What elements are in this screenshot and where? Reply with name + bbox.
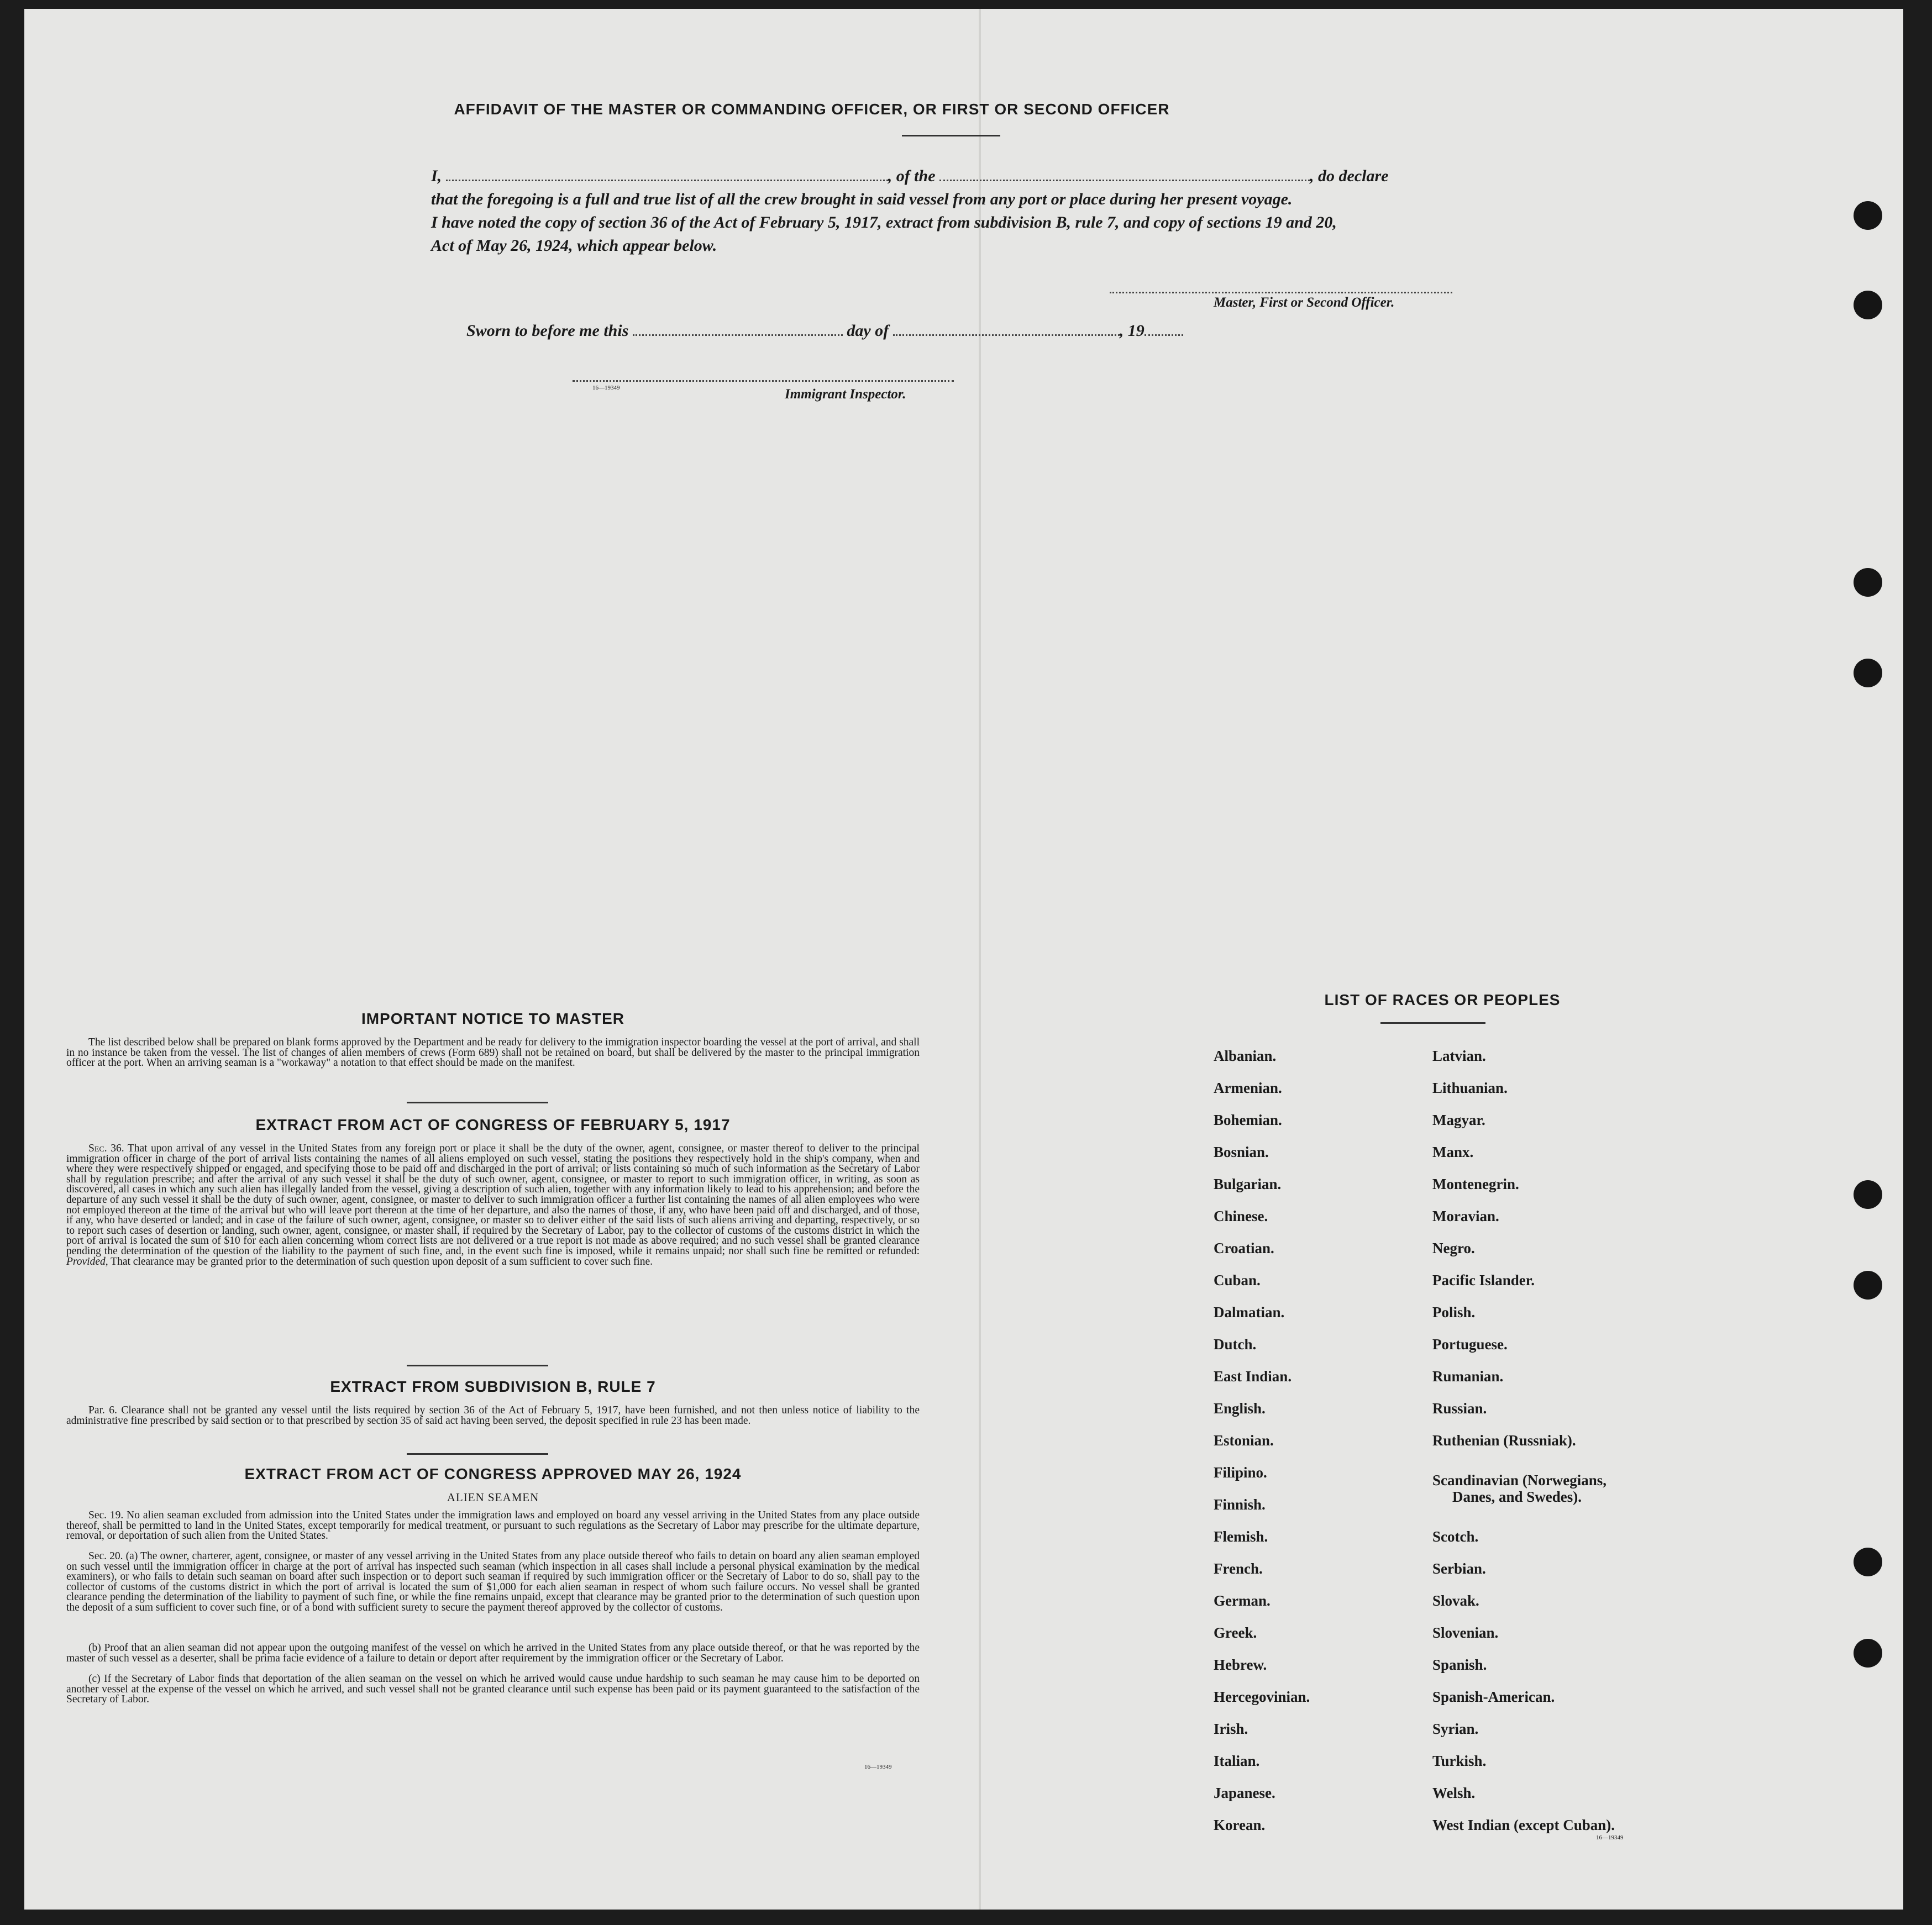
binder-hole (1854, 1639, 1882, 1668)
race-item: Bosnian. (1214, 1144, 1269, 1160)
race-item: Japanese. (1214, 1785, 1275, 1801)
race-item: Armenian. (1214, 1080, 1282, 1096)
affidavit-form-number: 16—19349 (592, 385, 620, 391)
extract-1917-title: EXTRACT FROM ACT OF CONGRESS OF FEBRUARY 5, 1917 (255, 1116, 731, 1133)
sec20a-body: Sec. 20. (a) The owner, charterer, agent, consignee, or master of any vessel arriving in the United States from any place outside thereof who fails to detain on board any alien seaman employed on such vessel until the immigration officer in charge at the port of arrival has inspected such seaman (which inspection in all cases shall include a personal physical examination by the medical examiners), or who fails to detain such seaman on board after such inspection or to deport such seaman if required by such immigration officer or the Secretary of Labor to do so, shall pay to the collector of customs of the customs district in which the port of arrival is located the sum of $1,000 for each alien seaman in respect of whom such failure occurs. No vessel shall be granted clearance pending the determination of the liability to payment of such fine, or while the fine remains unpaid, except that clearance may be granted prior to the determination of such question upon the deposit of a sum sufficient to cover such fine, or of a bond with sufficient surety to secure the payment thereof approved by the collector of customs. (66, 1550, 920, 1613)
sec36-text: That upon arrival of any vessel in the United States from any foreign port or place it shall be the duty of the owner, agent, consignee, or master thereof to deliver to the principal immigration officer in charge of the port of arrival lists containing the names of all aliens employed on such vessel, stating the positions they respectively hold in the ship's company, when and where they were respectively shipped or engaged, and specifying those to be paid off and discharged in the port of arrival; or lists containing so much of such information as the Secretary of Labor shall by regulation prescribe; and after the arrival of any such vessel it shall be the duty of such owner, agent, consignee, or master to report to such immigration officer, in writing, as soon as discovered, all cases in which any such alien has illegally landed from the vessel, giving a description of such alien, together with any information likely to lead to his apprehension; and before the departure of any such vessel it shall be the duty of such owner, agent, consignee, or master to deliver to such immigration officer a further list containing the names of all alien employees who were not employed thereon at the time of the arrival but who will leave port thereon at the time of her departure, and also the names of those, if any, who have been paid off and discharged, and of those, if any, who have deserted or landed; and in case of the failure of such owner, agent, consignee, or master so to deliver either of the said lists of such aliens arriving and departing, respectively, or so to report such cases of desertion or landing, such owner, agent, consignee, or master shall, if required by the Secretary of Labor, pay to the collector of customs of the customs district in which the port of arrival is located the sum of $10 for each alien concerning whom correct lists are not delivered or a true report is not made as above required; and no such vessel shall be granted clearance pending the determination of the question of the liability to the payment of such fine, and, in the event such fine is imposed, while it remains unpaid; nor shall such fine be remitted or refunded: (66, 1143, 920, 1257)
rule7-title: EXTRACT FROM SUBDIVISION B, RULE 7 (330, 1378, 656, 1395)
race-item: Pacific Islander. (1432, 1272, 1535, 1288)
rule7-body: Par. 6. Clearance shall not be granted any vessel until the lists required by section 36 of the Act of February 5, 1917, have been furnished, and not then unless notice of liability to the administrative fine prescribed by said section or to that prescribed by section 35 of said act having been served, the deposit specified in rule 23 has been made. (66, 1405, 920, 1427)
race-item: Ruthenian (Russniak). (1432, 1432, 1576, 1449)
sworn-month-field[interactable] (893, 334, 1120, 336)
i-prefix: I, (431, 167, 442, 185)
extract-1917-body (66, 1144, 920, 1267)
provided-word: Provided, (66, 1255, 108, 1267)
sworn-year-field[interactable] (1144, 334, 1183, 336)
sec36-label: Sec. 36. (88, 1143, 124, 1154)
affidavit-line3: Act of May 26, 1924, which appear below. (431, 236, 717, 255)
race-item: Slovak. (1432, 1592, 1479, 1609)
race-item: Dalmatian. (1214, 1304, 1285, 1321)
race-item: Manx. (1432, 1144, 1474, 1160)
notice-title: IMPORTANT NOTICE TO MASTER (361, 1010, 625, 1027)
race-item: Latvian. (1432, 1048, 1486, 1064)
race-item: Bohemian. (1214, 1112, 1282, 1128)
races-title: LIST OF RACES OR PEOPLES (1324, 991, 1561, 1008)
extract-form-number: 16—19349 (864, 1764, 892, 1770)
race-item: Montenegrin. (1432, 1176, 1519, 1192)
sworn-line (466, 322, 1183, 340)
race-item: Rumanian. (1432, 1368, 1504, 1385)
race-item: Cuban. (1214, 1272, 1261, 1288)
race-item: German. (1214, 1592, 1271, 1609)
sec20c-body: (c) If the Secretary of Labor finds that deportation of the alien seaman on the vessel on which he arrived would cause undue hardship to such seaman he may cause him to be deported on another vessel at the expense of the vessel on which he arrived, and such vessel shall not be granted clearance until such expense has been paid or its payment guaranteed to the satisfaction of the Secretary of Labor. (66, 1673, 920, 1706)
notice-divider (407, 1102, 548, 1103)
of-the-text: , of the (888, 167, 936, 185)
page-fold (979, 9, 981, 1910)
binder-hole (1854, 1180, 1882, 1209)
race-item: Scandinavian (Norwegians, (1432, 1472, 1607, 1489)
race-item: Flemish. (1214, 1528, 1268, 1545)
race-item: Finnish. (1214, 1496, 1266, 1513)
master-signature-line[interactable] (1110, 292, 1452, 293)
inspector-label: Immigrant Inspector. (785, 387, 906, 402)
race-item: Bulgarian. (1214, 1176, 1282, 1192)
race-item: Syrian. (1432, 1721, 1479, 1737)
sec19-body: Sec. 19. No alien seaman excluded from admission into the United States under the immigration laws and employed on board any vessel arriving in the United States from any place outside thereof, shall be permitted to land in the United States, except temporarily for medical treatment, or pursuant to such regulations as the Secretary of Labor may prescribe for the ultimate departure, removal, or deportation of such alien from the United States. (66, 1510, 920, 1542)
race-item: Turkish. (1432, 1753, 1487, 1769)
binder-hole (1854, 201, 1882, 230)
race-item: Filipino. (1214, 1464, 1267, 1481)
affidavit-line1: that the foregoing is a full and true list of all the crew brought in said vessel from any port or place during her present voyage. (431, 190, 1293, 208)
race-item: Slovenian. (1432, 1624, 1499, 1641)
race-item: Danes, and Swedes). (1452, 1489, 1582, 1505)
affidavit-title: AFFIDAVIT OF THE MASTER OR COMMANDING OFFICER, OR FIRST OR SECOND OFFICER (454, 101, 1170, 118)
vessel-field[interactable] (939, 179, 1310, 181)
document-page (24, 9, 1903, 1910)
day-of-text: day of (847, 322, 889, 340)
notice-body: The list described below shall be prepared on blank forms approved by the Department and be ready for delivery to the immigration inspector boarding the vessel at the port of arrival, and shall in no instance be taken from the vessel. The list of changes of alien members of crews (Form 689) shall not be retained on board, but shall be delivered by the master to the principal immigration officer at the port. When an arriving seaman is a "workaway" a notation to that effect should be made on the manifest. (66, 1037, 920, 1069)
master-label: Master, First or Second Officer. (1214, 295, 1395, 310)
race-item: West Indian (except Cuban). (1432, 1817, 1615, 1833)
race-item: Hebrew. (1214, 1656, 1267, 1673)
sworn-day-field[interactable] (633, 334, 843, 336)
race-item: Scotch. (1432, 1528, 1479, 1545)
rule7-divider (407, 1453, 548, 1455)
race-item: Albanian. (1214, 1048, 1277, 1064)
do-declare-text: , do declare (1310, 167, 1389, 185)
affidavit-line2: I have noted the copy of section 36 of the Act of February 5, 1917, extract from subdivision B, rule 7, and copy of sections 19 and 20, (431, 213, 1337, 232)
race-item: English. (1214, 1400, 1266, 1417)
race-item: Greek. (1214, 1624, 1257, 1641)
race-item: Estonian. (1214, 1432, 1274, 1449)
race-item: Magyar. (1432, 1112, 1485, 1128)
sec20b-body: (b) Proof that an alien seaman did not appear upon the outgoing manifest of the vessel on which he arrived in the United States from any place outside thereof, or that he was reported by the master of such vessel as a deserter, shall be prima facie evidence of a failure to detain or deport after requirement by the immigration officer or the Secretary of Labor. (66, 1642, 920, 1664)
race-item: French. (1214, 1560, 1263, 1577)
sec36-end: That clearance may be granted prior to the determination of such question upon deposit of a sum sufficient to cover such fine. (111, 1255, 653, 1267)
race-item: East Indian. (1214, 1368, 1292, 1385)
race-item: Italian. (1214, 1753, 1260, 1769)
alien-seamen-subtitle: ALIEN SEAMEN (447, 1491, 539, 1504)
affidavit-declaration-line (431, 167, 1388, 186)
race-item: Hercegovinian. (1214, 1689, 1310, 1705)
race-item: Welsh. (1432, 1785, 1476, 1801)
races-divider (1380, 1022, 1485, 1024)
title-divider (902, 135, 1000, 136)
binder-hole (1854, 1548, 1882, 1576)
race-item: Polish. (1432, 1304, 1476, 1321)
races-form-number: 16—19349 (1596, 1834, 1624, 1841)
extract-1924-title: EXTRACT FROM ACT OF CONGRESS APPROVED MAY 26, 1924 (244, 1465, 742, 1482)
race-item: Irish. (1214, 1721, 1248, 1737)
binder-hole (1854, 1271, 1882, 1300)
sworn-text: Sworn to before me this (466, 322, 629, 340)
binder-hole (1854, 568, 1882, 597)
race-item: Korean. (1214, 1817, 1266, 1833)
race-item: Dutch. (1214, 1336, 1257, 1353)
race-item: Negro. (1432, 1240, 1475, 1256)
race-item: Chinese. (1214, 1208, 1268, 1224)
race-item: Russian. (1432, 1400, 1487, 1417)
binder-hole (1854, 291, 1882, 319)
race-item: Croatian. (1214, 1240, 1274, 1256)
race-item: Lithuanian. (1432, 1080, 1508, 1096)
race-item: Moravian. (1432, 1208, 1499, 1224)
extract-1917-divider (407, 1365, 548, 1366)
race-item: Spanish-American. (1432, 1689, 1555, 1705)
name-field[interactable] (446, 179, 888, 181)
race-item: Spanish. (1432, 1656, 1487, 1673)
race-item: Serbian. (1432, 1560, 1486, 1577)
race-item: Portuguese. (1432, 1336, 1508, 1353)
inspector-signature-line[interactable] (573, 380, 954, 382)
year-prefix: , 19 (1119, 322, 1144, 340)
binder-hole (1854, 659, 1882, 687)
